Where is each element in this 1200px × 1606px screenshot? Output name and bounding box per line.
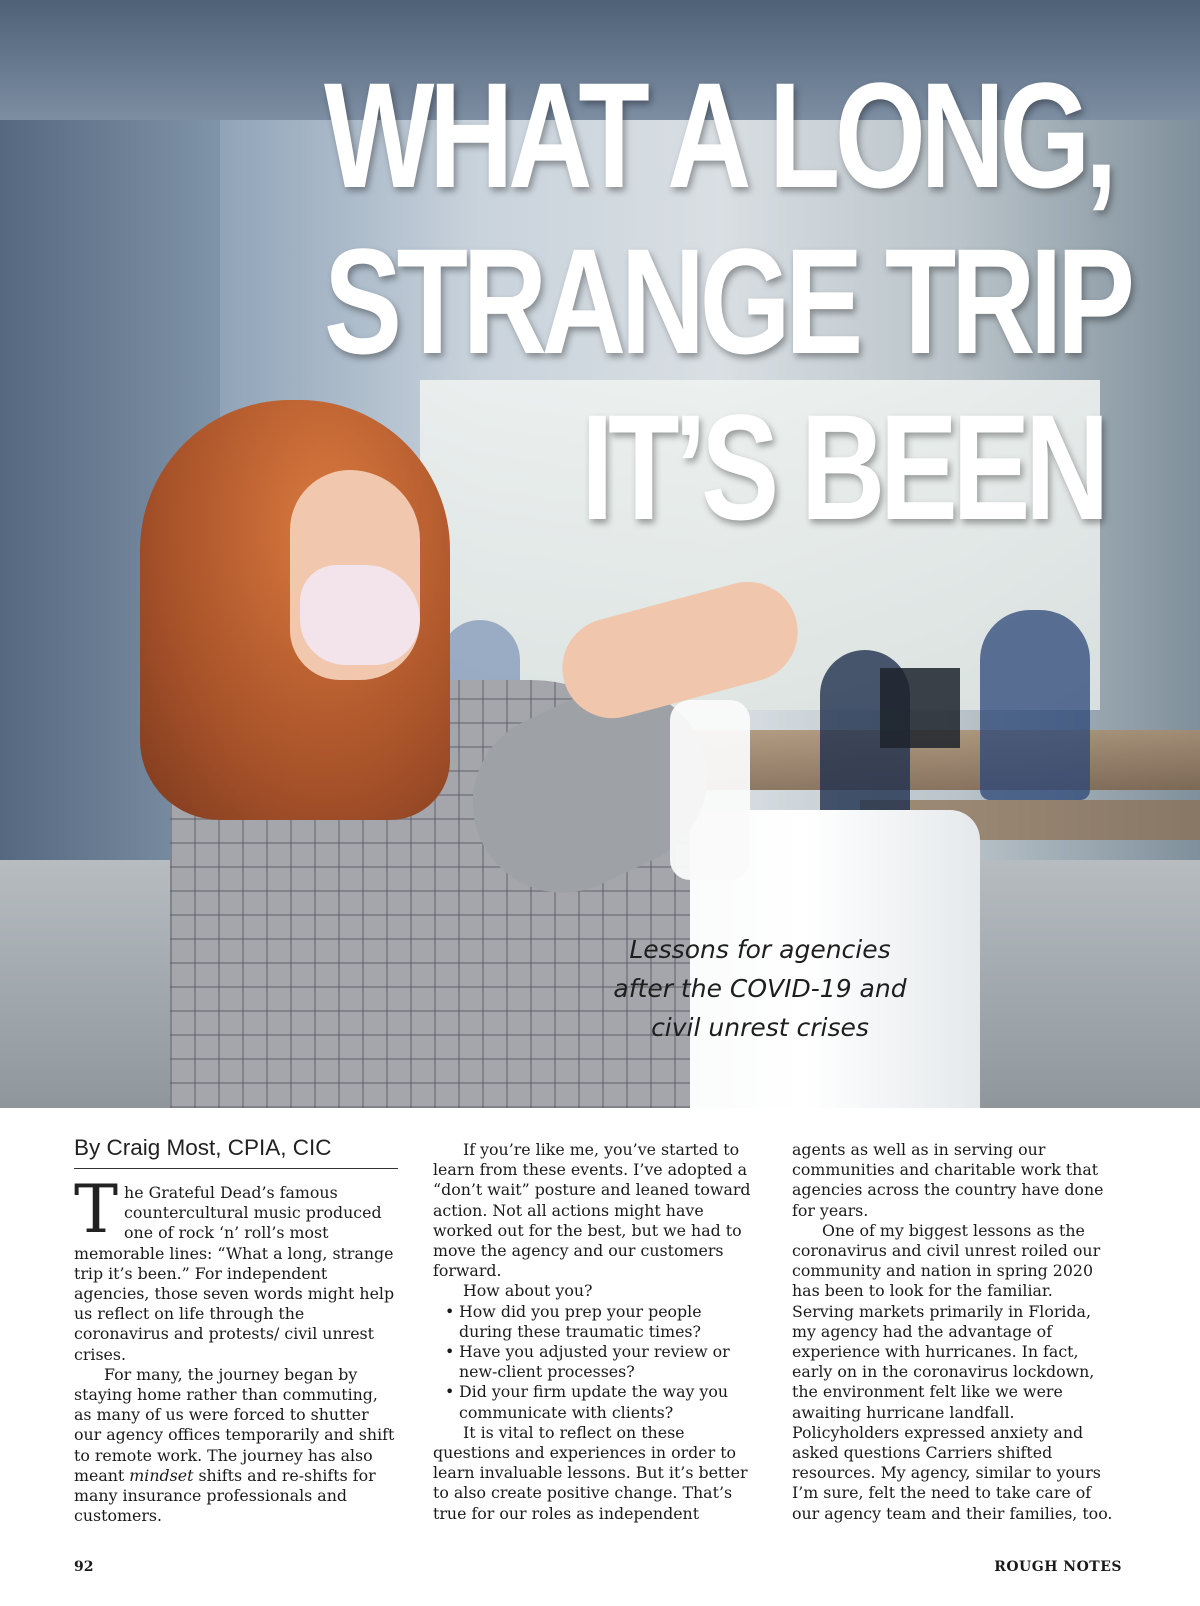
photo-monitor (880, 668, 960, 748)
body-paragraph (74, 1365, 398, 1527)
article-column-3 (792, 1140, 1116, 1524)
bullet-icon: • (445, 1342, 455, 1362)
bullet-icon: • (445, 1301, 455, 1321)
subhead-line: after the COVID-19 and (613, 974, 907, 1003)
subhead-line: Lessons for agencies (629, 935, 891, 964)
byline: By Craig Most, CPIA, CIC (74, 1134, 398, 1169)
drop-cap: T (74, 1171, 119, 1248)
body-paragraph: If you’re like me, you’ve started to learn from these events. I’ve adopted a “don’t wait” posture and leaned toward action. Not all actions might have worked out for the best, but we had to move the agency and our customers forward. (433, 1140, 751, 1281)
list-item (433, 1382, 757, 1422)
list-item-text: How did you prep your people during these traumatic times? (459, 1301, 702, 1341)
question-list (433, 1302, 757, 1423)
headline-line: STRANGE TRIP (324, 217, 1130, 385)
emphasis-text: mindset (129, 1465, 194, 1485)
article-column-1 (74, 1135, 398, 1526)
paragraph-text: shifts and re-shifts for many insurance professionals and customers. (74, 1465, 376, 1526)
article-column-2 (433, 1140, 757, 1524)
body-paragraph: One of my biggest lessons as the coronavirus and civil unrest roiled our community and nation in spring 2020 has been to look for the familiar. Serving markets primarily in Florida, my agency had the advantage of experience with hurricanes. In fact, early on in the coronavirus lockdown, the environment felt like we were awaiting hurricane landfall. Policyholders expressed anxiety and asked questions Carriers shifted resources. My agency, similar to yours I’m sure, felt the need to take care of our agency team and their families, too. (792, 1220, 1113, 1523)
list-item-text: Have you adjusted your review or new-client processes? (459, 1342, 730, 1382)
photo-face-mask (300, 565, 420, 665)
photo-tissue (670, 700, 750, 880)
headline-line: IT’S BEEN (581, 383, 1104, 551)
subhead-line: civil unrest crises (651, 1013, 869, 1042)
headline-line: WHAT A LONG, (324, 51, 1112, 219)
list-item-text: Did your firm update the way you communicate with clients? (459, 1382, 729, 1422)
list-item (433, 1302, 757, 1342)
list-item (433, 1342, 757, 1382)
intro-text: he Grateful Dead’s famous countercultural music produced one of rock ‘n’ roll’s most memorable lines: “What a long, strange trip it’s been.” For independent agencies, those seven words might help us reflect on life through the coronavirus and protests/ civil unrest crises. (74, 1183, 395, 1364)
article-headline (324, 51, 1130, 551)
intro-paragraph (74, 1171, 398, 1365)
bullet-icon: • (445, 1382, 455, 1402)
photo-background-person (980, 610, 1090, 800)
article-subhead (580, 930, 940, 1047)
question-lead: How about you? (463, 1281, 593, 1301)
body-paragraph: agents as well as in serving our communities and charitable work that agencies across the country have done for years. (792, 1140, 1104, 1220)
publication-name: ROUGH NOTES (994, 1559, 1122, 1575)
paragraph-text: For many, the journey began by staying home rather than commuting, as many of us were forced to shutter our agency offices temporarily and shift to remote work. The journey has also meant (74, 1364, 395, 1485)
body-paragraph: It is vital to reflect on these questions and experiences in order to learn invaluable lessons. But it’s better to also create positive change. That’s true for our roles as independent (433, 1422, 748, 1523)
page-number: 92 (74, 1559, 94, 1575)
